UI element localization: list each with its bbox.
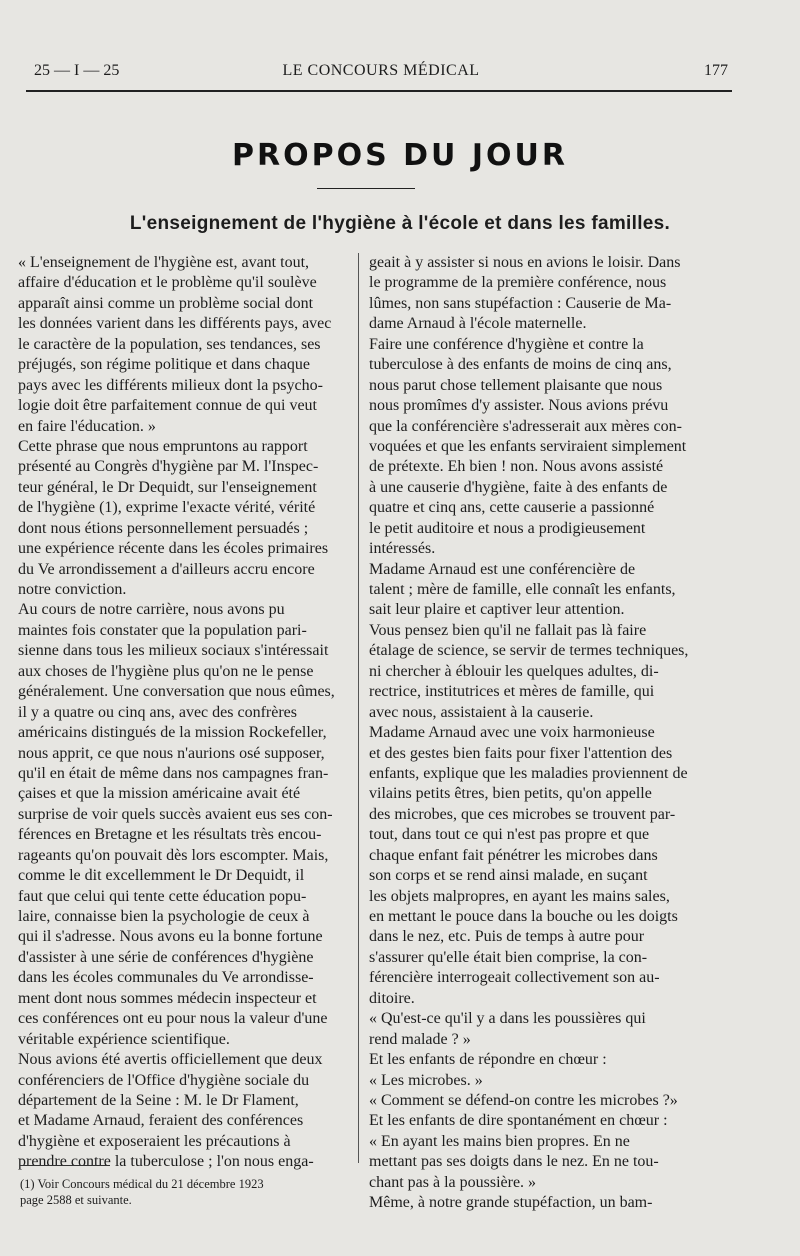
text-line: quatre et cinq ans, cette causerie a passionné xyxy=(369,499,655,517)
text-line: Même, à notre grande stupéfaction, un bam- xyxy=(369,1194,653,1212)
text-line: comme le dit excellemment le Dr Dequidt, il xyxy=(18,867,305,885)
text-line: rageants qu'on pouvait dès lors escompter. Mais, xyxy=(18,846,329,864)
text-line: teur général, le Dr Dequidt, sur l'enseignement xyxy=(18,478,317,496)
text-line: « L'enseignement de l'hygiène est, avant tout, xyxy=(18,254,310,271)
text-line: dame Arnaud à l'école maternelle. xyxy=(369,315,587,333)
text-line: ces conférences ont eu pour nous la valeur d'une xyxy=(18,1010,328,1028)
text-line: Au cours de notre carrière, nous avons pu xyxy=(18,601,285,619)
text-line: préjugés, son régime politique et dans chaque xyxy=(18,356,310,374)
page-header xyxy=(34,62,728,86)
text-line: « En ayant les mains bien propres. En ne xyxy=(369,1132,630,1150)
text-line: d'assister à une série de conférences d'hygiène xyxy=(18,948,314,966)
text-line: qui il s'adresse. Nous avons eu la bonne fortune xyxy=(18,928,323,946)
header-page-number: 177 xyxy=(704,62,728,79)
text-line: qu'il en était de même dans nos campagnes fran- xyxy=(18,764,329,782)
text-line: s'assurer qu'elle était bien comprise, la con- xyxy=(369,948,648,966)
text-line: prendre contre la tuberculose ; l'on nous enga- xyxy=(18,1153,314,1171)
header-journal-title: LE CONCOURS MÉDICAL xyxy=(282,62,480,79)
text-line: à une causerie d'hygiène, faite à des enfants de xyxy=(369,478,668,496)
text-line: avec nous, assistaient à la causerie. xyxy=(369,703,594,721)
text-line: une expérience récente dans les écoles primaires xyxy=(18,540,329,558)
text-line: sait leur plaire et captiver leur attention. xyxy=(369,601,625,619)
text-line: des microbes, que ces microbes se trouvent par- xyxy=(369,805,676,823)
text-line: dans les écoles communales du Ve arrondisse- xyxy=(18,969,314,987)
text-line: « Les microbes. » xyxy=(369,1071,483,1089)
text-line: ni chercher à éblouir les quelques adultes, di- xyxy=(369,662,659,680)
text-line: les objets malpropres, en ayant les mains sales, xyxy=(369,887,670,905)
text-line: de prétexte. Eh bien ! non. Nous avons assisté xyxy=(369,458,664,476)
header-rule xyxy=(26,90,732,92)
text-line: laire, connaisse bien la psychologie de ceux à xyxy=(18,908,310,925)
text-line: page 2588 et suivante. xyxy=(20,1193,132,1207)
text-line: en mettant le pouce dans la bouche ou les doigts xyxy=(369,908,678,925)
text-line: son corps et se rend ainsi malade, en suçant xyxy=(369,867,648,885)
text-line: lûmes, non sans stupéfaction : Causerie de Ma- xyxy=(369,294,672,312)
text-line: aux choses de l'hygiène plus qu'on ne le pense xyxy=(18,662,314,680)
text-line: conférenciers de l'Office d'hygiène sociale du xyxy=(18,1071,310,1089)
text-line: maintes fois constater que la population pari- xyxy=(18,621,307,639)
text-line: intéressés. xyxy=(369,540,436,558)
text-line: que la conférencière s'adresserait aux mères con- xyxy=(369,417,682,435)
text-line: et Madame Arnaud, feraient des conférences xyxy=(18,1112,304,1130)
text-line: pays avec les différents milieux dont la psycho- xyxy=(18,376,323,394)
text-line: notre conviction. xyxy=(18,581,127,598)
text-line: Faire une conférence d'hygiène et contre la xyxy=(369,335,644,353)
text-line: le programme de la première conférence, nous xyxy=(369,274,667,292)
text-line: le petit auditoire et nous a prodigieusement xyxy=(369,519,646,537)
text-line: Madame Arnaud est une conférencière de xyxy=(369,560,636,578)
text-line: d'hygiène et exposeraient les précautions à xyxy=(18,1132,291,1150)
text-line: dans le nez, etc. Puis de temps à autre pour xyxy=(369,928,645,946)
text-line: férences en Bretagne et les résultats très encou- xyxy=(18,826,322,844)
text-line: (1) Voir Concours médical du 21 décembre 1923 xyxy=(20,1177,264,1191)
text-line: présenté au Congrès d'hygiène par M. l'Inspec- xyxy=(18,458,319,476)
text-line: nous apprit, ce que nous n'aurions osé supposer, xyxy=(18,744,325,762)
text-line: Et les enfants de dire spontanément en chœur : xyxy=(369,1112,668,1130)
text-line: « Qu'est-ce qu'il y a dans les poussières qui xyxy=(369,1010,646,1028)
column-divider xyxy=(358,253,359,1163)
text-line: faut que celui qui tente cette éducation popu- xyxy=(18,887,307,905)
text-line: vilains petits êtres, bien petits, qu'on appelle xyxy=(369,785,652,803)
text-line: il y a quatre ou cinq ans, avec des confrères xyxy=(18,703,297,721)
text-line: « Comment se défend-on contre les microbes ?» xyxy=(369,1091,678,1109)
text-line: çaises et que la mission américaine avait été xyxy=(18,785,301,803)
text-line: enfants, explique que les maladies proviennent de xyxy=(369,764,688,782)
section-title: PROPOS DU JOUR xyxy=(232,138,568,173)
text-line: geait à y assister si nous en avions le loisir. Dans xyxy=(369,254,681,271)
text-line: tuberculose à des enfants de moins de cinq ans, xyxy=(369,356,672,374)
text-line: généralement. Une conversation que nous eûmes, xyxy=(18,683,335,701)
text-line: sienne dans tous les milieux sociaux s'intéressait xyxy=(18,642,329,660)
header-date: 25 — I — 25 xyxy=(34,62,120,79)
text-line: les données varient dans les différents pays, avec xyxy=(18,315,332,333)
text-line: nous parut chose tellement plaisante que nous xyxy=(369,376,663,394)
text-line: logie doit être parfaitement connue de qui veut xyxy=(18,397,317,415)
text-line: le caractère de la population, ses tendances, ses xyxy=(18,335,321,353)
title-rule xyxy=(317,188,415,189)
footnote-rule xyxy=(20,1165,110,1166)
text-line: Nous avions été avertis officiellement que deux xyxy=(18,1051,323,1069)
text-line: en faire l'éducation. » xyxy=(18,417,156,435)
text-line: chaque enfant fait pénétrer les microbes dans xyxy=(369,846,658,864)
text-line: voquées et que les enfants serviraient simplement xyxy=(369,437,687,455)
text-line: et des gestes bien faits pour fixer l'attention des xyxy=(369,744,673,762)
text-line: rend malade ? » xyxy=(369,1030,471,1048)
text-line: Madame Arnaud avec une voix harmonieuse xyxy=(369,724,655,742)
text-line: mettant pas ses doigts dans le nez. En ne tou- xyxy=(369,1153,659,1171)
text-line: nous promîmes d'y assister. Nous avions prévu xyxy=(369,397,669,415)
text-line: apparaît ainsi comme un problème social dont xyxy=(18,294,314,312)
text-line: talent ; mère de famille, elle connaît les enfants, xyxy=(369,581,676,598)
text-line: Et les enfants de répondre en chœur : xyxy=(369,1051,607,1069)
text-line: ment dont nous sommes médecin inspecteur et xyxy=(18,989,317,1007)
text-line: tout, dans tout ce qui n'est pas propre et que xyxy=(369,826,650,844)
text-line: véritable expérience scientifique. xyxy=(18,1030,230,1048)
text-line: ditoire. xyxy=(369,989,415,1007)
text-line: chant pas à la poussière. » xyxy=(369,1173,537,1191)
text-line: rectrice, institutrices et mères de famille, qui xyxy=(369,683,655,701)
text-line: du Ve arrondissement a d'ailleurs accru encore xyxy=(18,560,315,578)
text-line: férencière interrogeait collectivement son au- xyxy=(369,969,660,987)
text-line: étalage de science, se servir de termes techniques, xyxy=(369,642,689,660)
text-line: surprise de voir quels succès avaient eus ses con- xyxy=(18,805,333,823)
text-line: Vous pensez bien qu'il ne fallait pas là faire xyxy=(369,621,647,639)
text-line: affaire d'éducation et le problème qu'il soulève xyxy=(18,274,317,292)
right-column xyxy=(369,253,723,1214)
text-line: Cette phrase que nous empruntons au rapport xyxy=(18,437,308,455)
text-line: dont nous étions personnellement persuadés ; xyxy=(18,519,309,537)
text-line: de l'hygiène (1), exprime l'exacte vérité, vérité xyxy=(18,499,316,517)
text-line: américains distingués de la mission Rockefeller, xyxy=(18,724,327,742)
left-column xyxy=(18,253,350,1173)
footnote xyxy=(20,1176,350,1208)
text-line: département de la Seine : M. le Dr Flament, xyxy=(18,1091,299,1109)
article-headline: L'enseignement de l'hygiène à l'école et dans les familles. xyxy=(129,213,671,234)
